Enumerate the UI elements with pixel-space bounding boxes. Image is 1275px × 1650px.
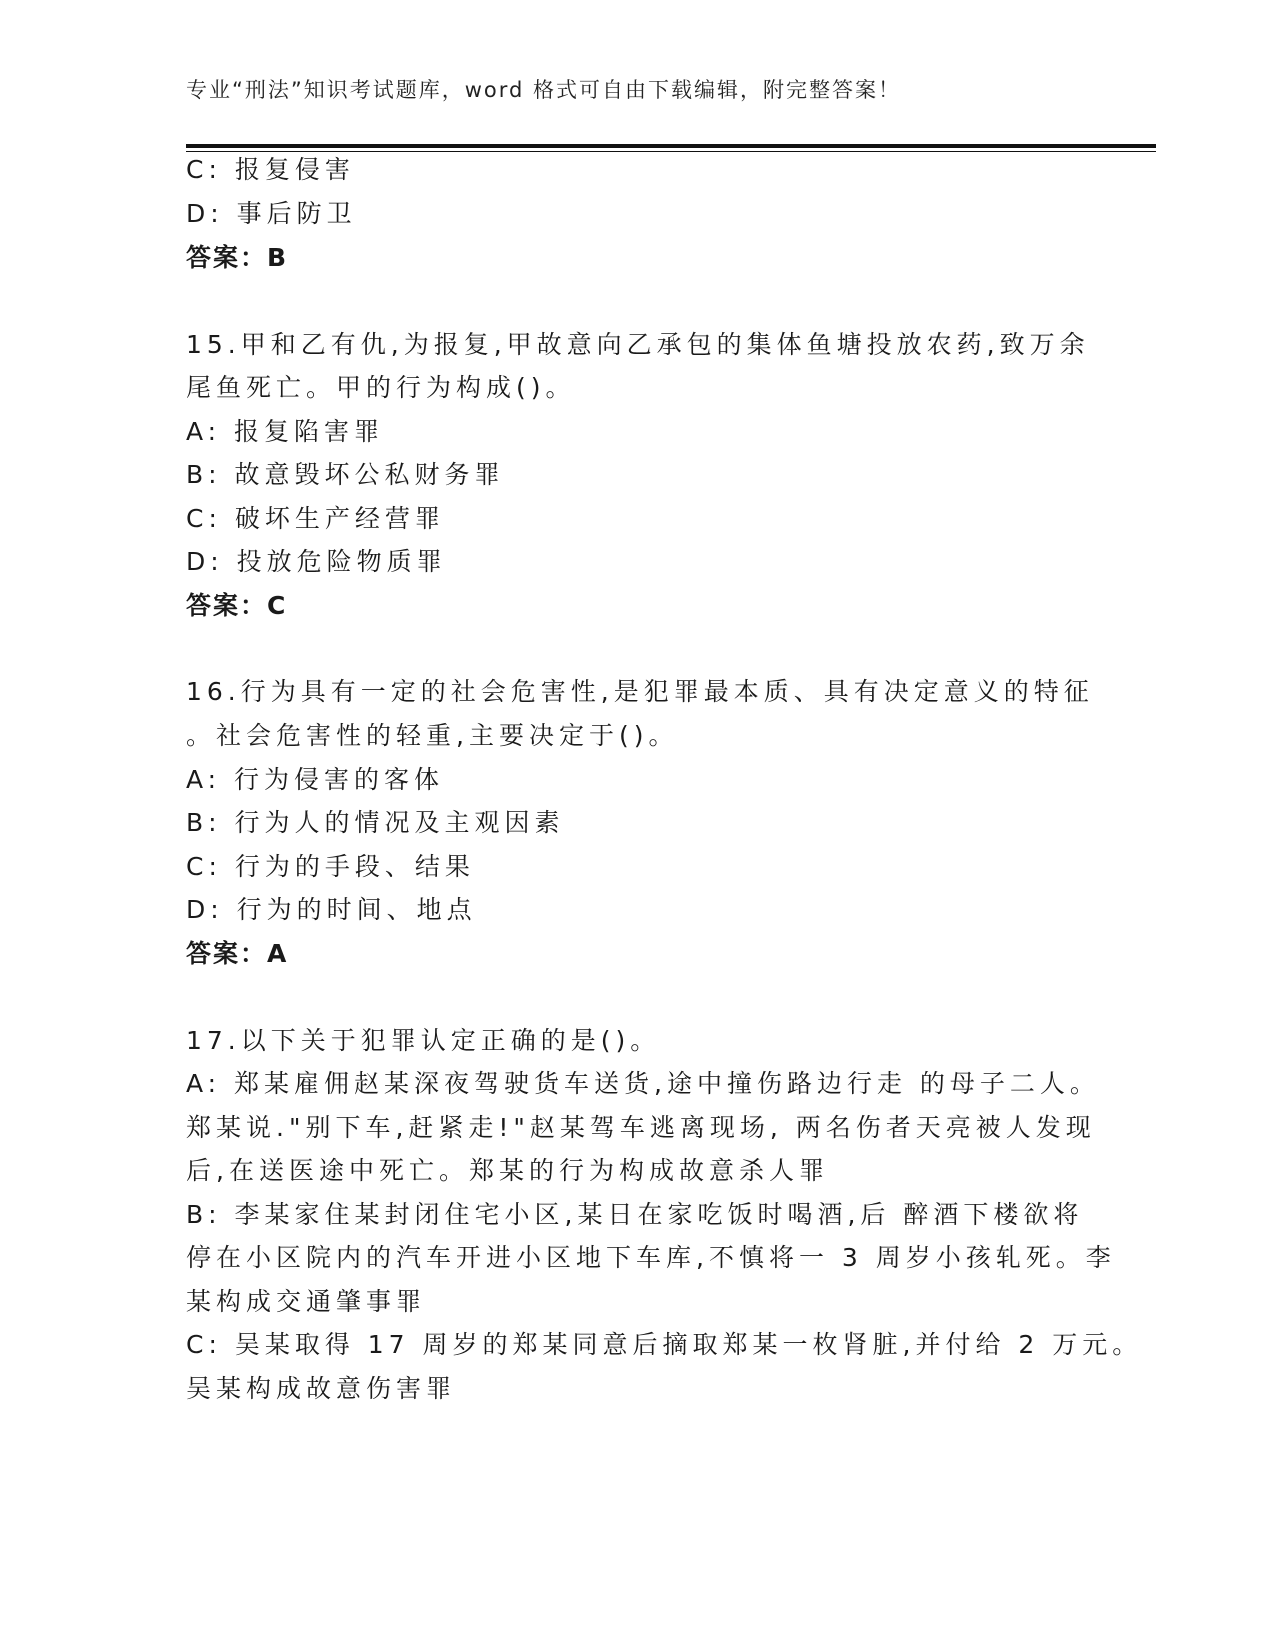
answer-line: 答案：C: [186, 591, 288, 620]
option-line: D: 事后防卫: [186, 199, 357, 228]
option-line: A: 报复陷害罪: [186, 417, 385, 446]
question-stem-line: 。社会危害性的轻重,主要决定于()。: [186, 721, 679, 750]
question-stem-line: 17.以下关于犯罪认定正确的是()。: [186, 1026, 661, 1055]
option-line: 郑某说."别下车,赶紧走!"赵某驾车逃离现场, 两名伤者天亮被人发现: [186, 1113, 1096, 1142]
question-stem-line: 16.行为具有一定的社会危害性,是犯罪最本质、具有决定意义的特征: [186, 677, 1094, 706]
option-line: 停在小区院内的汽车开进小区地下车库,不慎将一 3 周岁小孩轧死。李: [186, 1243, 1116, 1272]
option-line: 吴某构成故意伤害罪: [186, 1374, 457, 1403]
option-line: 后,在送医途中死亡。郑某的行为构成故意杀人罪: [186, 1156, 829, 1185]
option-line: B: 行为人的情况及主观因素: [186, 808, 565, 837]
option-line: C: 报复侵害: [186, 155, 355, 184]
option-line: C: 行为的手段、结果: [186, 852, 475, 881]
option-line: C: 破坏生产经营罪: [186, 504, 445, 533]
option-line: A: 行为侵害的客体: [186, 765, 445, 794]
option-line: 某构成交通肇事罪: [186, 1287, 427, 1316]
option-line: D: 投放危险物质罪: [186, 547, 447, 576]
answer-line: 答案：A: [186, 939, 289, 968]
question-stem-line: 15.甲和乙有仇,为报复,甲故意向乙承包的集体鱼塘投放农药,致万余: [186, 330, 1090, 359]
answer-line: 答案：B: [186, 243, 289, 272]
option-line: B: 李某家住某封闭住宅小区,某日在家吃饭时喝酒,后 醉酒下楼欲将: [186, 1200, 1084, 1229]
option-line: B: 故意毁坏公私财务罪: [186, 460, 505, 489]
option-line: D: 行为的时间、地点: [186, 895, 477, 924]
header-rule-thick: [186, 144, 1156, 148]
option-line: A: 郑某雇佣赵某深夜驾驶货车送货,途中撞伤路边行走 的母子二人。: [186, 1069, 1100, 1098]
option-line: C: 吴某取得 17 周岁的郑某同意后摘取郑某一枚肾脏,并付给 2 万元。: [186, 1330, 1143, 1359]
header-rule-thin: [186, 151, 1156, 152]
page-header: 专业“刑法”知识考试题库，word 格式可自由下载编辑，附完整答案！: [186, 78, 902, 102]
question-stem-line: 尾鱼死亡。甲的行为构成()。: [186, 373, 576, 402]
